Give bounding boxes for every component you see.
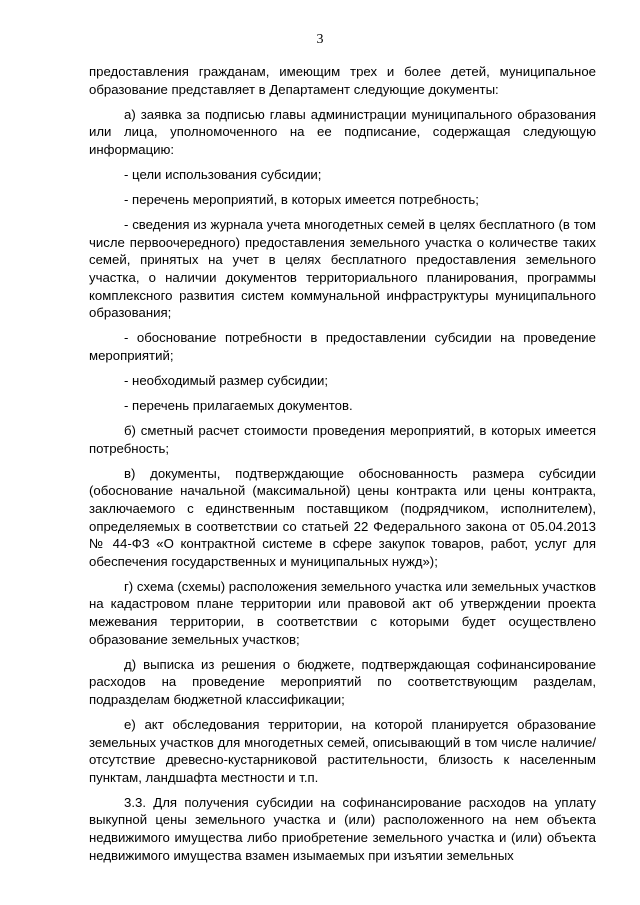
paragraph-section-3-3: 3.3. Для получения субсидии на софинансирование расходов на уплату выкупной цены земельного участка и (или) расположенного на нем объекта недвижимого имущества либо приобретение земельного участка и (или) объекта недвижимого имущества взамен изымаемых при изъятии земельных [89, 794, 596, 863]
paragraph-item-e-inspection-act: е) акт обследования территории, на которой планируется образование земельных участков для многодетных семей, описывающий в том числе наличие/отсутствие древесно-кустарниковой растительности, близость к населенным пунктам, ландшафта местности и т.п. [89, 717, 596, 785]
paragraph-intro-continuation: предоставления гражданам, имеющим трех и более детей, муниципальное образование представляет в Департамент следующие документы: [89, 64, 596, 97]
paragraph-item-d-budget-extract: д) выписка из решения о бюджете, подтверждающая софинансирование расходов на проведение мероприятий по соответствующим разделам, подразделам бюджетной классификации; [89, 656, 596, 707]
document-body [89, 63, 596, 864]
paragraph-item-g-land-scheme: г) схема (схемы) расположения земельного участка или земельных участков на кадастровом плане территории или правовой акт об утверждении проекта межевания территории, в соответствии с которыми будет осуществлено образование земельных участков; [89, 578, 596, 647]
paragraph-item-v-supporting-docs: в) документы, подтверждающие обоснованность размера субсидии (обоснование начальной (максимальной) цены контракта или цены контракта, заключаемого с единственным поставщиком (подрядчиком, исполнителем), определяемых в соответствии со статьей 22 Федерального закона от 05.04.2013 № 44-ФЗ «О контрактной системе в сфере закупок товаров, работ, услуг для обеспечения государственных и муниципальных нужд»); [89, 465, 596, 569]
paragraph-bullet-subsidy-amount: - необходимый размер субсидии; [124, 372, 329, 388]
page-number: 3 [316, 32, 324, 47]
paragraph-bullet-need-justification: - обоснование потребности в предоставлении субсидии на проведение мероприятий; [89, 330, 596, 363]
paragraph-bullet-attached-docs: - перечень прилагаемых документов. [124, 398, 353, 413]
paragraph-bullet-registry-info: - сведения из журнала учета многодетных семей в целях бесплатного (в том числе первоочередного) предоставления земельного участка о количестве таких семей, принятых на учет в целях бесплатного предоставления земельного участка, о наличии документов территориального планирования, программы комплексного развития систем коммунальной инфраструктуры муниципального образования; [89, 217, 596, 321]
paragraph-bullet-activities-list: - перечень мероприятий, в которых имеется потребность; [124, 192, 479, 208]
paragraph-item-b-estimate: б) сметный расчет стоимости проведения мероприятий, в которых имеется потребность; [89, 423, 596, 456]
paragraph-item-a-application: а) заявка за подписью главы администрации муниципального образования или лица, уполномоченного на ее подписание, содержащая следующую информацию: [89, 106, 596, 157]
paragraph-bullet-purposes: - цели использования субсидии; [124, 166, 322, 182]
